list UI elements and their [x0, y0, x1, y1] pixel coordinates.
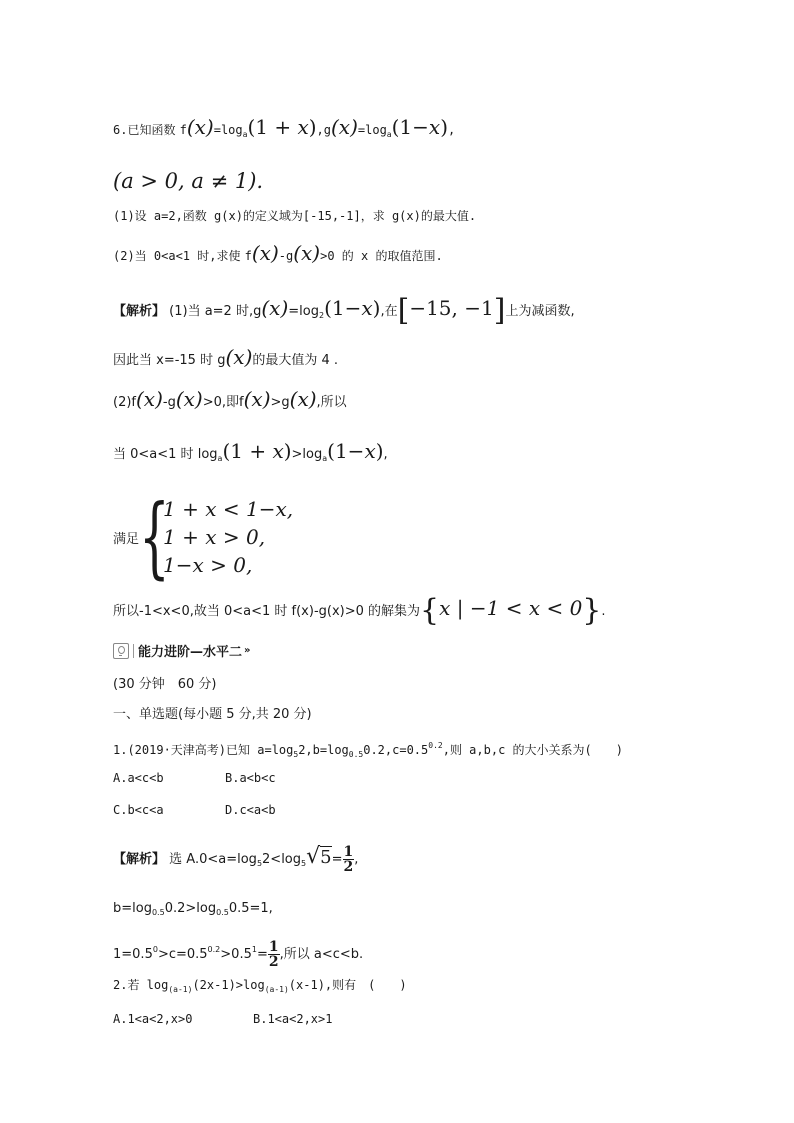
time-score: (30 分钟 60 分): [113, 677, 217, 692]
sol6-line2: 因此当 x=-15 时 g(x)的最大值为 4 .: [113, 345, 339, 369]
sol6-line1: 【解析】 (1)当 a=2 时$,g(x)=\log_2(1-x)$,在[−15, −1]上为减函数,: [113, 293, 575, 328]
q2-stem: 2.若 $\log_{(a-1)}(2x-1)>\log_{(a-1)}(x-1)$,则有 ( ): [113, 978, 407, 994]
sol6-line5: 所以-1<x<0,故当 0<a<1 时 f(x)-g(x)>0 的解集为{x | −1 < x < 0}.: [113, 593, 606, 628]
option-b: B.1<a<2,x>1: [253, 1012, 333, 1026]
system-row: 1 + x < 1−x,: [163, 497, 294, 521]
divider: [133, 644, 134, 658]
q1-stem: 1.(2019·天津高考)已知 $a=\log_52,b=\log_{0.5}0.2,c=0.5^{0.2}$,则 a,b,c 的大小关系为( ): [113, 741, 623, 759]
fraction: $\frac{1}{2}$: [268, 939, 279, 970]
option-c: C.b<c<a: [113, 803, 164, 817]
q6-intro: 6.已知函数: [113, 123, 176, 137]
sol1-line2: $b=\log_{0.5}0.2>\log_{0.5}0.5=1$,: [113, 901, 273, 917]
q1-options-row1: [113, 769, 276, 787]
part-heading: 一、单选题(每小题 5 分,共 20 分): [113, 707, 312, 722]
sol1-line3: $1=0.5^0>c=0.5^{0.2}>0.5^1=$ $\frac{1}{2}$ ,所以 a<c<b.: [113, 939, 364, 970]
sol1-line1: 【解析】 选 $A.0<a=\log_52<\log_5√5=$ $\frac{1}{2}$ ,: [113, 844, 359, 875]
system-row: 1−x > 0,: [163, 553, 253, 577]
sol6-line4: 当 0<a<1 时 $\log_a(1 + x)>\log_a(1-x)$,: [113, 439, 388, 463]
option-a: A.a<c<b: [113, 771, 164, 785]
system-label: 满足: [113, 531, 140, 547]
option-a: A.1<a<2,x>0: [113, 1012, 193, 1026]
option-b: B.a<b<c: [225, 771, 276, 785]
lightbulb-icon: [113, 643, 129, 659]
q6-part1: (1)设 a=2,函数 g(x)的定义域为[-15,-1]，求 g(x)的最大值.: [113, 209, 477, 223]
q2-options-row1: [113, 1010, 332, 1028]
section-title: 能力进阶—水平二: [138, 645, 243, 660]
option-d: D.c<a<b: [225, 803, 276, 817]
solution-set: x | −1 < x < 0: [439, 596, 583, 620]
system-row: 1 + x > 0,: [163, 525, 266, 549]
q1-options-row2: [113, 801, 276, 819]
system-rows: [163, 495, 293, 579]
left-brace: {: [139, 485, 170, 588]
sol6-line3: (2)f(x)-g(x)>0,即f(x)>g(x),所以: [113, 387, 347, 411]
q6-part2: (2)当 0<a<1 时,求使 f(x)-g(x)>0 的 x 的取值范围.: [113, 241, 443, 265]
q6-condition: (a > 0, a ≠ 1).: [113, 169, 264, 193]
inequality-system: [113, 485, 294, 588]
solution-tag: 【解析】: [113, 304, 166, 319]
double-chevron-icon: »: [244, 645, 251, 656]
solution-tag: 【解析】: [113, 852, 166, 867]
fraction: $\frac{1}{2}$: [343, 844, 354, 875]
section-header: [113, 641, 250, 660]
q6-line1: 6.已知函数 $f(x)=\log_a(1 + x),g(x)=\log_a(1-x)$,: [113, 115, 456, 139]
